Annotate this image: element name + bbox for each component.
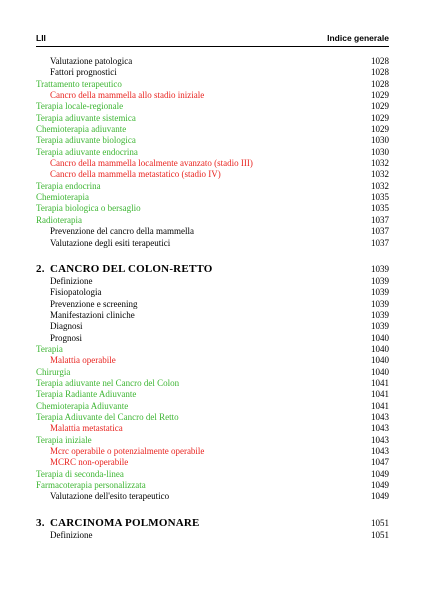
toc-entry[interactable] xyxy=(36,79,389,90)
toc-entry-title: Valutazione degli esiti terapeutici xyxy=(50,237,171,248)
toc-entry[interactable] xyxy=(36,203,389,214)
toc-entry-page: 1032 xyxy=(371,169,389,180)
section-heading-2[interactable] xyxy=(36,262,389,276)
toc-entry[interactable] xyxy=(36,446,389,457)
toc-entry-title: Valutazione dell'esito terapeutico xyxy=(50,491,170,502)
toc-entry-title: Definizione xyxy=(50,529,93,540)
toc-entry[interactable] xyxy=(36,158,389,169)
toc-entry-page: 1049 xyxy=(371,480,389,491)
toc-entry[interactable] xyxy=(36,67,389,78)
toc-entry[interactable] xyxy=(36,169,389,180)
toc-entry[interactable] xyxy=(36,147,389,158)
toc-entry[interactable] xyxy=(36,124,389,135)
toc-entry-title: Terapia adiuvante biologica xyxy=(36,135,136,146)
toc-entry[interactable] xyxy=(36,238,389,249)
toc-entry-title: Fisiopatologia xyxy=(50,287,102,298)
toc-entry[interactable] xyxy=(36,378,389,389)
toc-entry-page: 1041 xyxy=(371,400,389,411)
toc-entry-page: 1040 xyxy=(371,332,389,343)
toc-entry-page: 1028 xyxy=(371,78,389,89)
toc-entry[interactable] xyxy=(36,181,389,192)
toc-entry[interactable] xyxy=(36,287,389,298)
toc-entry-title: Chemioterapia adiuvante xyxy=(36,124,127,135)
toc-entry-title: Trattamento terapeutico xyxy=(36,78,122,89)
toc-entry-title: Prognosi xyxy=(50,332,83,343)
toc-entry-title: Terapia adiuvante sistemica xyxy=(36,112,136,123)
toc-entry[interactable] xyxy=(36,135,389,146)
toc-entry-title: Prevenzione e screening xyxy=(50,298,138,309)
toc-entry-page: 1035 xyxy=(371,192,389,203)
toc-entry-page: 1030 xyxy=(371,146,389,157)
section-gap xyxy=(36,249,389,262)
toc-entry-title: Cancro della mammella localmente avanzato (stadio III) xyxy=(50,158,253,169)
header-rule xyxy=(36,46,389,47)
section-heading-3[interactable] xyxy=(36,516,389,530)
toc-entry[interactable] xyxy=(36,56,389,67)
section-title: CANCRO DEL COLON-RETTO xyxy=(50,262,213,275)
section-page: 1051 xyxy=(371,517,389,528)
toc-entry-page: 1039 xyxy=(371,287,389,298)
toc-entry-title: Cancro della mammella allo stadio iniziale xyxy=(50,90,205,101)
toc-entry-title: Manifestazioni cliniche xyxy=(50,309,135,320)
toc-entry[interactable] xyxy=(36,435,389,446)
toc-entry[interactable] xyxy=(36,276,389,287)
toc-entry-title: Valutazione patologica xyxy=(50,56,133,66)
toc-entry-page: 1040 xyxy=(371,343,389,354)
toc-entry[interactable] xyxy=(36,412,389,423)
toc-entry-page: 1028 xyxy=(371,67,389,78)
toc-entry[interactable] xyxy=(36,333,389,344)
section-page: 1039 xyxy=(371,263,389,274)
toc-entry-title: Fattori prognostici xyxy=(50,67,117,78)
table-of-contents xyxy=(36,56,389,541)
toc-entry-page: 1032 xyxy=(371,180,389,191)
section-number: 2. xyxy=(36,262,45,275)
toc-entry-title: Terapia di seconda-linea xyxy=(36,468,124,479)
toc-entry-page: 1030 xyxy=(371,135,389,146)
toc-entry-page: 1040 xyxy=(371,355,389,366)
toc-entry-title: Terapia locale-regionale xyxy=(36,101,124,112)
page-number: LII xyxy=(36,33,46,43)
toc-entry-page: 1029 xyxy=(371,101,389,112)
toc-entry-title: Radioterapia xyxy=(36,214,82,225)
toc-block-continued xyxy=(36,56,389,249)
toc-entry-page: 1039 xyxy=(371,309,389,320)
toc-entry-page: 1040 xyxy=(371,366,389,377)
toc-entry-page: 1049 xyxy=(371,468,389,479)
toc-entry[interactable] xyxy=(36,321,389,332)
toc-entry-title: Diagnosi xyxy=(50,321,83,332)
toc-entry[interactable] xyxy=(36,310,389,321)
toc-entry-title: Farmacoterapia personalizzata xyxy=(36,480,146,491)
toc-entry-page: 1028 xyxy=(371,56,389,66)
toc-entry-title: Terapia xyxy=(36,343,63,354)
toc-entry[interactable] xyxy=(36,530,389,541)
section-number: 3. xyxy=(36,516,45,529)
toc-entry-title: Definizione xyxy=(50,275,93,286)
toc-entry-page: 1039 xyxy=(371,298,389,309)
toc-entry[interactable] xyxy=(36,355,389,366)
toc-entry-page: 1029 xyxy=(371,90,389,101)
toc-entry-title: Terapia endocrina xyxy=(36,180,101,191)
toc-entry-page: 1029 xyxy=(371,112,389,123)
toc-entry-page: 1043 xyxy=(371,411,389,422)
toc-entry-title: Terapia biologica o bersaglio xyxy=(36,203,141,214)
toc-entry-title: Chirurgia xyxy=(36,366,71,377)
toc-entry[interactable] xyxy=(36,423,389,434)
toc-entry-title: Terapia Radiante Adiuvante xyxy=(36,389,137,400)
toc-entry[interactable] xyxy=(36,480,389,491)
toc-entry-page: 1037 xyxy=(371,214,389,225)
toc-entry-title: Prevenzione del cancro della mammella xyxy=(50,226,194,237)
toc-entry-title: Malattia operabile xyxy=(50,355,116,366)
toc-entry-title: Mcrc operabile o potenzialmente operabile xyxy=(50,446,205,456)
toc-entry-page: 1029 xyxy=(371,124,389,135)
toc-block-section-3 xyxy=(36,530,389,541)
toc-entry-title: MCRC non-operabile xyxy=(50,457,129,468)
toc-entry[interactable] xyxy=(36,469,389,480)
toc-entry-page: 1043 xyxy=(371,423,389,434)
toc-entry[interactable] xyxy=(36,226,389,237)
toc-entry-page: 1041 xyxy=(371,389,389,400)
toc-entry-page: 1035 xyxy=(371,203,389,214)
toc-entry-title: Terapia adiuvante nel Cancro del Colon xyxy=(36,377,180,388)
toc-entry[interactable] xyxy=(36,101,389,112)
toc-entry-page: 1043 xyxy=(371,446,389,456)
running-title: Indice generale xyxy=(327,33,389,43)
toc-entry-page: 1047 xyxy=(371,457,389,468)
toc-entry-page: 1041 xyxy=(371,377,389,388)
toc-entry[interactable] xyxy=(36,299,389,310)
toc-entry-title: Cancro della mammella metastatico (stadio IV) xyxy=(50,169,221,180)
toc-entry[interactable] xyxy=(36,457,389,468)
section-title: CARCINOMA POLMONARE xyxy=(50,516,200,529)
toc-entry-page: 1037 xyxy=(371,237,389,248)
toc-entry-page: 1043 xyxy=(371,434,389,445)
toc-entry-title: Malattia metastatica xyxy=(50,423,123,434)
toc-entry[interactable] xyxy=(36,192,389,203)
toc-block-section-2 xyxy=(36,276,389,503)
toc-entry-page: 1049 xyxy=(371,491,389,502)
toc-entry[interactable] xyxy=(36,113,389,124)
toc-entry[interactable] xyxy=(36,90,389,101)
toc-entry-title: Terapia iniziale xyxy=(36,434,92,445)
toc-entry[interactable] xyxy=(36,367,389,378)
toc-entry-title: Terapia adiuvante endocrina xyxy=(36,146,138,157)
running-header xyxy=(36,33,389,45)
toc-entry[interactable] xyxy=(36,344,389,355)
toc-entry[interactable] xyxy=(36,215,389,226)
toc-entry[interactable] xyxy=(36,491,389,502)
toc-entry-title: Chemioterapia Adiuvante xyxy=(36,400,129,411)
toc-entry-page: 1037 xyxy=(371,226,389,237)
toc-entry[interactable] xyxy=(36,389,389,400)
toc-entry-page: 1039 xyxy=(371,321,389,332)
toc-entry-page: 1039 xyxy=(371,275,389,286)
toc-entry-title: Chemioterapia xyxy=(36,192,89,203)
toc-entry-page: 1032 xyxy=(371,158,389,169)
section-gap xyxy=(36,503,389,516)
toc-entry-page: 1051 xyxy=(371,529,389,540)
toc-entry[interactable] xyxy=(36,401,389,412)
toc-entry-title: Terapia Adiuvante del Cancro del Retto xyxy=(36,411,179,422)
